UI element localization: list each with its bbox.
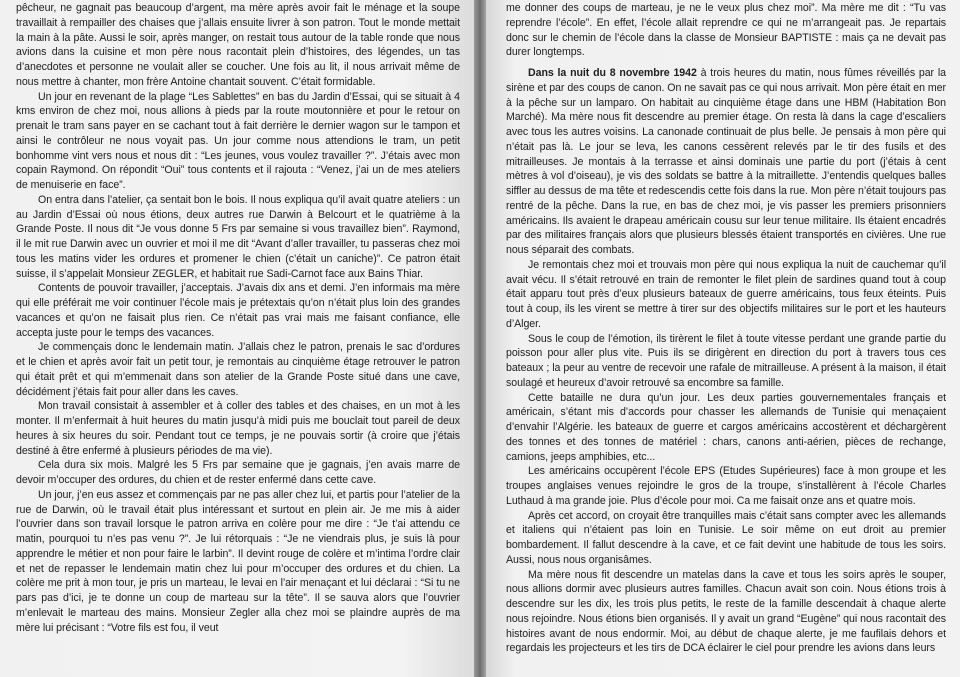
- paragraph: Contents de pouvoir travailler, j’acceptais. J’avais dix ans et demi. J’en informais ma mère qui elle préférait me voir continuer l’école mais je prétextais qu’on n’était plus loin des grandes vacances et qu’on ne faisait plus rien. Ce n’était pas vrai mais me faisant confiance, elle accepta juste pour le temps des vacances.: [16, 282, 460, 339]
- paragraph: me donner des coups de marteau, je ne le veux plus chez moi”. Ma mère me dit : “Tu vas reprendre l’école”. En effet, l’école allait reprendre ce qui ne m’arrangeait pas. Je repartais donc sur le chemin de l’école dans la classe de Monsieur BAPTISTE : mais ça ne devait pas durer longtemps.: [506, 2, 946, 59]
- paragraph: Après cet accord, on croyait être tranquilles mais c’était sans compter avec les allemands et italiens qui n’étaient pas loin en Tunisie. Le soir même on eut droit au premier bombardement. Il fallut descendre à la cave, et ce fait devint une habitude de tous les soirs. Aussi, nous nous organisâmes.: [506, 509, 946, 566]
- paragraph-date: [506, 66, 946, 258]
- paragraph: Sous le coup de l’émotion, ils tirèrent le filet à toute vitesse perdant une grande partie du poisson pour aller plus vite. Puis ils se dirigèrent en direction du port à travers tous ces bateaux ; la peur au ventre de recevoir une rafale de mitrailleuse. A présent à la maison, il était soulagé et heureux d’avoir retrouvé sa encombre sa famille.: [506, 332, 946, 389]
- paragraph: Un jour, j’en eus assez et commençais par ne pas aller chez lui, et partis pour l’atelier de la rue de Darwin, où le travail était plus intéressant et surtout en plein air. Je me mis à aider l’ouvrier dans son travail lorsque le patron arriva en colère pour me dire : “Je t’ai attendu ce matin, pourquoi tu n’es pas venu ?”. Je lui rétorquais : “Je ne viendrais plus, je suis là pour apprendre le métier et non pour faire le larbin”. Il devint rouge de colère et m’intima l’ordre clair et net de repasser le lendemain matin chez lui pour m’occuper des ordures et du chien. La colère me prit à mon tour, je pris un marteau, le levai en l’air menaçant et lui déclarai : “Si tu ne pars pas d’ici, je te donne un coup de marteau sur la tête”. Il se sauva alors que l’ouvrier m’enlevait le marteau des mains. Monsieur Zegler alla chez moi se plaindre auprès de ma mère lui précisant : “Votre fils est fou, il veut: [16, 488, 460, 634]
- right-page: [486, 0, 960, 677]
- paragraph: Ma mère nous fit descendre un matelas dans la cave et tous les soirs après le souper, nous allions dormir avec plusieurs autres familles. Chacun avait son coin. Nous étions trois à descendre sur les dix, les trois plus petits, le reste de la famille descendait à chaque alerte nous rejoindre. Nous étions bien organisés. Il y avait un grand “Eugène” qui nous racontait des histoires avant de nous endormir. Moi, au début de chaque alerte, je me faufilais dehors et regardais les projecteurs et les tirs de DCA éclairer le ciel pour prendre les avions dans leurs: [506, 568, 946, 655]
- paragraph-text: à trois heures du matin, nous fûmes réveillés par la sirène et par des coups de canon. On ne savait pas ce qui nous arrivait. Mon père était en mer à la pêche sur un lamparo. On habitait au cinquième étage dans une HBM (Habitation Bon Marché). Ma mère nous fit descendre au premier étage. On resta là dans la cage d’escaliers avec tous les autres voisins. La canonade continuait de plus belle. Je pensais à mon père qui n’était pas là. Le jour se leva, les canons cessèrent relevés par le tir des fusils et des mitrailleuses. Je montais à la terrasse et ainsi dominais une partie du port (j’étais à cent mètres à vol d’oiseau), je vis des soldats se battre à la mitraillette. J’entendis quelques balles siffler au dessus de ma tête et redescendis cette fois dans la rue. Mon père n’était toujours pas rentré de la pêche. Dans la rue, en bas de chez moi, je vis passer les premiers prisonniers américains. Ils avaient le drapeau américain cousu sur leur tenue militaire. Ils étaient encadrés par des militaires français alors que plusieurs blessés étaient transportés en civières. Une rue nous séparait des combats.: [506, 67, 946, 256]
- book-gutter: [474, 0, 486, 677]
- paragraph: Un jour en revenant de la plage “Les Sablettes” en bas du Jardin d’Essai, qui se situait à 4 kms environ de chez moi, nous allions à pieds par la route moutonnière et pour le retour on prenait le tram sans payer en se cachant tout à fait derrière le dernier wagon sur le tampon et ainsi le contrôleur ne nous voyait pas. Un jour comme nous attendions le tram, un petit bonhomme vint vers nous et nous dit : “Les jeunes, vous voulez travailler ?”. J’étais avec mon copain Raymond. On répondit “Oui” tous contents et il rajouta : “Venez, j’ai un de mes ateliers de menuiserie en face”.: [16, 90, 460, 191]
- date-heading: Dans la nuit du 8 novembre 1942: [528, 67, 697, 79]
- paragraph: Les américains occupèrent l’école EPS (Etudes Supérieures) face à mon groupe et les troupes anglaises venues rejoindre le gros de la troupe, s’installèrent à l’école Charles Luthaud à ma grande joie. Plus d’école pour moi. Ca me faisait onze ans et quatre mois.: [506, 465, 946, 507]
- paragraph: Mon travail consistait à assembler et à coller des tables et des chaises, en un mot à les monter. Il m’enfermait à huit heures du matin jusqu’à midi puis me bouclait tout pareil de deux heures à six heures du soir. Pendant tout ce temps, je ne pouvais sortir (à croire que j’étais destiné à être enfermé à plusieurs périodes de ma vie).: [16, 400, 460, 457]
- paragraph: Je commençais donc le lendemain matin. J’allais chez le patron, prenais le sac d’ordures et le chien et après avoir fait un petit tour, je remontais au cinquième étage retrouver le patron qui était prêt et qui m’emmenait dans son atelier de la Grande Poste situé dans une cave, décidément j’étais fait pour aller dans les caves.: [16, 341, 460, 398]
- paragraph: pêcheur, ne gagnait pas beaucoup d’argent, ma mère après avoir fait le ménage et la soupe travaillait à rempailler des chaises que j’allais ensuite livrer à son patron. Tout le monde mettait la main à la pâte. Aussi le soir, après manger, on restait tous autour de la table ronde que nous avions dans la cuisine et mon père nous racontait plein d’histoires, des légendes, un tas d’anecdotes et personne ne voulait aller se coucher. Une fois au lit, il nous arrivait même de nous mettre à chanter, mon frère Antoine chantait souvent. C’était formidable.: [16, 2, 460, 88]
- paragraph: Cela dura six mois. Malgré les 5 Frs par semaine que je gagnais, j’en avais marre de devoir m’occuper des ordures, du chien et de rester enfermé dans cette cave.: [16, 459, 460, 486]
- paragraph: Je remontais chez moi et trouvais mon père qui nous expliqua la nuit de cauchemar qu’il avait vécu. Il s’était retrouvé en train de remonter le filet plein de sardines quand tout à coup était apparu tout près d’eux plusieurs bateaux de guerre américains, tous feux éteints. Puis tout à coup, ils les virent se mettre à tirer sur des objectifs militaires sur le port et les hauteurs d’Alger.: [506, 258, 946, 330]
- left-page: [0, 0, 474, 677]
- paragraph: Cette bataille ne dura qu’un jour. Les deux parties gouvernementales français et américain, s’étant mis d’accords pour chasser les allemands de Tunisie qui menaçaient d’envahir l’Algérie. les bateaux de guerre et cargos américains accostèrent et déchargèrent des tonnes et des tonnes de matériel : chars, canons anti-aérien, pièces de rechange, camions, jeeps amphibies, etc...: [506, 391, 946, 463]
- paragraph: On entra dans l’atelier, ça sentait bon le bois. Il nous expliqua qu’il avait quatre ateliers : un au Jardin d’Essai où nous étions, deux autres rue Darwin à Belcourt et le quatrième à la Grande Poste. Il nous dit “Je vous donne 5 Frs par semaine si vous travaillez bien”. Raymond, il le mit rue Darwin avec un ouvrier et moi il me dit “Avant d’aller travailler, tu passeras chez moi tous les matins vider les ordures et promener le chien (c’était un caniche)”. Ce patron était suisse, il s’appelait Monsieur ZEGLER, et habitait rue Sadi-Carnot face aux Bains Thiar.: [16, 193, 460, 280]
